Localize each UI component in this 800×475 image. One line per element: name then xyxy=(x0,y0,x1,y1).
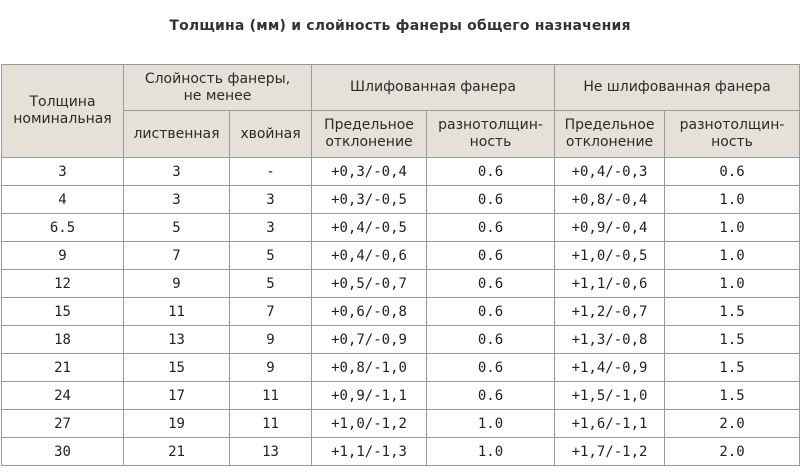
cell-unsanded-variance: 1.0 xyxy=(665,242,800,270)
cell-hardwood: 17 xyxy=(124,382,230,410)
cell-thickness: 24 xyxy=(2,382,124,410)
cell-hardwood: 19 xyxy=(124,410,230,438)
cell-thickness: 18 xyxy=(2,326,124,354)
cell-unsanded-variance: 1.5 xyxy=(665,298,800,326)
cell-sanded-variance: 0.6 xyxy=(427,214,555,242)
cell-softwood: 3 xyxy=(230,214,312,242)
header-layers-line1: Слойность фанеры, xyxy=(144,70,291,87)
cell-hardwood: 7 xyxy=(124,242,230,270)
table-row xyxy=(2,242,800,270)
table-row xyxy=(2,438,800,466)
cell-unsanded-deviation: +1,6/-1,1 xyxy=(555,410,665,438)
cell-softwood: 11 xyxy=(230,382,312,410)
cell-thickness: 12 xyxy=(2,270,124,298)
cell-sanded-deviation: +0,5/-0,7 xyxy=(312,270,427,298)
cell-sanded-deviation: +1,0/-1,2 xyxy=(312,410,427,438)
cell-thickness: 21 xyxy=(2,354,124,382)
cell-thickness: 3 xyxy=(2,158,124,186)
header-sanded-deviation xyxy=(312,111,427,158)
cell-unsanded-deviation: +1,4/-0,9 xyxy=(555,354,665,382)
cell-unsanded-deviation: +1,5/-1,0 xyxy=(555,382,665,410)
header-softwood: хвойная xyxy=(230,111,312,158)
cell-sanded-deviation: +0,6/-0,8 xyxy=(312,298,427,326)
cell-unsanded-variance: 0.6 xyxy=(665,158,800,186)
table-body xyxy=(2,158,800,466)
header-unsanded-variance-line2: ность xyxy=(711,134,753,150)
cell-unsanded-variance: 2.0 xyxy=(665,438,800,466)
cell-thickness: 30 xyxy=(2,438,124,466)
cell-sanded-deviation: +0,9/-1,1 xyxy=(312,382,427,410)
header-unsanded-variance-line1: разнотолщин- xyxy=(679,117,785,133)
cell-sanded-variance: 0.6 xyxy=(427,298,555,326)
cell-unsanded-deviation: +0,4/-0,3 xyxy=(555,158,665,186)
cell-unsanded-variance: 1.5 xyxy=(665,382,800,410)
cell-unsanded-deviation: +1,1/-0,6 xyxy=(555,270,665,298)
cell-hardwood: 13 xyxy=(124,326,230,354)
header-layers xyxy=(124,65,312,111)
cell-unsanded-variance: 1.5 xyxy=(665,354,800,382)
cell-hardwood: 3 xyxy=(124,186,230,214)
table-row xyxy=(2,186,800,214)
table-row xyxy=(2,158,800,186)
cell-softwood: 5 xyxy=(230,270,312,298)
cell-sanded-deviation: +0,4/-0,5 xyxy=(312,214,427,242)
header-sanded: Шлифованная фанера xyxy=(312,65,555,111)
cell-softwood: 9 xyxy=(230,354,312,382)
cell-sanded-deviation: +1,1/-1,3 xyxy=(312,438,427,466)
cell-softwood: 5 xyxy=(230,242,312,270)
header-sanded-variance-line1: разнотолщин- xyxy=(438,117,543,133)
cell-unsanded-variance: 1.0 xyxy=(665,186,800,214)
cell-unsanded-deviation: +0,8/-0,4 xyxy=(555,186,665,214)
cell-sanded-variance: 1.0 xyxy=(427,438,555,466)
cell-sanded-variance: 0.6 xyxy=(427,186,555,214)
table-row xyxy=(2,382,800,410)
cell-sanded-variance: 0.6 xyxy=(427,382,555,410)
cell-softwood: 13 xyxy=(230,438,312,466)
cell-unsanded-deviation: +0,9/-0,4 xyxy=(555,214,665,242)
header-unsanded-deviation-line1: Предельное xyxy=(564,117,655,133)
cell-softwood: 9 xyxy=(230,326,312,354)
header-sanded-variance-line2: ность xyxy=(469,134,512,150)
cell-hardwood: 9 xyxy=(124,270,230,298)
cell-hardwood: 5 xyxy=(124,214,230,242)
cell-sanded-deviation: +0,3/-0,5 xyxy=(312,186,427,214)
table-row xyxy=(2,326,800,354)
cell-sanded-variance: 0.6 xyxy=(427,158,555,186)
cell-unsanded-deviation: +1,3/-0,8 xyxy=(555,326,665,354)
table-row xyxy=(2,410,800,438)
header-unsanded-deviation xyxy=(555,111,665,158)
table-header xyxy=(2,65,800,158)
cell-hardwood: 3 xyxy=(124,158,230,186)
cell-softwood: 7 xyxy=(230,298,312,326)
cell-unsanded-deviation: +1,7/-1,2 xyxy=(555,438,665,466)
cell-unsanded-variance: 1.0 xyxy=(665,270,800,298)
cell-sanded-variance: 0.6 xyxy=(427,326,555,354)
cell-sanded-variance: 0.6 xyxy=(427,270,555,298)
header-layers-line2: не менее xyxy=(183,87,252,104)
cell-unsanded-variance: 1.0 xyxy=(665,214,800,242)
cell-unsanded-variance: 1.5 xyxy=(665,326,800,354)
header-hardwood: лиственная xyxy=(124,111,230,158)
table-row xyxy=(2,298,800,326)
header-sanded-deviation-line1: Предельное xyxy=(324,117,414,133)
header-unsanded-variance xyxy=(665,111,800,158)
header-sanded-variance xyxy=(427,111,555,158)
header-thickness-line1: Толщина xyxy=(29,94,96,110)
cell-thickness: 27 xyxy=(2,410,124,438)
cell-hardwood: 21 xyxy=(124,438,230,466)
cell-softwood: 3 xyxy=(230,186,312,214)
cell-sanded-variance: 1.0 xyxy=(427,410,555,438)
plywood-table xyxy=(1,64,800,466)
cell-sanded-deviation: +0,4/-0,6 xyxy=(312,242,427,270)
cell-softwood: - xyxy=(230,158,312,186)
table-row xyxy=(2,354,800,382)
cell-thickness: 6.5 xyxy=(2,214,124,242)
cell-sanded-deviation: +0,7/-0,9 xyxy=(312,326,427,354)
header-thickness xyxy=(2,65,124,158)
cell-unsanded-deviation: +1,0/-0,5 xyxy=(555,242,665,270)
page-title: Толщина (мм) и слойность фанеры общего назначения xyxy=(169,18,631,34)
cell-sanded-deviation: +0,3/-0,4 xyxy=(312,158,427,186)
header-thickness-line2: номинальная xyxy=(13,111,112,127)
cell-softwood: 11 xyxy=(230,410,312,438)
cell-unsanded-deviation: +1,2/-0,7 xyxy=(555,298,665,326)
cell-hardwood: 15 xyxy=(124,354,230,382)
header-sanded-deviation-line2: отклонение xyxy=(325,134,413,150)
table-row xyxy=(2,214,800,242)
cell-thickness: 4 xyxy=(2,186,124,214)
cell-sanded-deviation: +0,8/-1,0 xyxy=(312,354,427,382)
cell-unsanded-variance: 2.0 xyxy=(665,410,800,438)
cell-thickness: 15 xyxy=(2,298,124,326)
cell-sanded-variance: 0.6 xyxy=(427,354,555,382)
header-unsanded-deviation-line2: отклонение xyxy=(565,134,654,150)
cell-hardwood: 11 xyxy=(124,298,230,326)
cell-sanded-variance: 0.6 xyxy=(427,242,555,270)
cell-thickness: 9 xyxy=(2,242,124,270)
table-row xyxy=(2,270,800,298)
header-unsanded: Не шлифованная фанера xyxy=(555,65,800,111)
